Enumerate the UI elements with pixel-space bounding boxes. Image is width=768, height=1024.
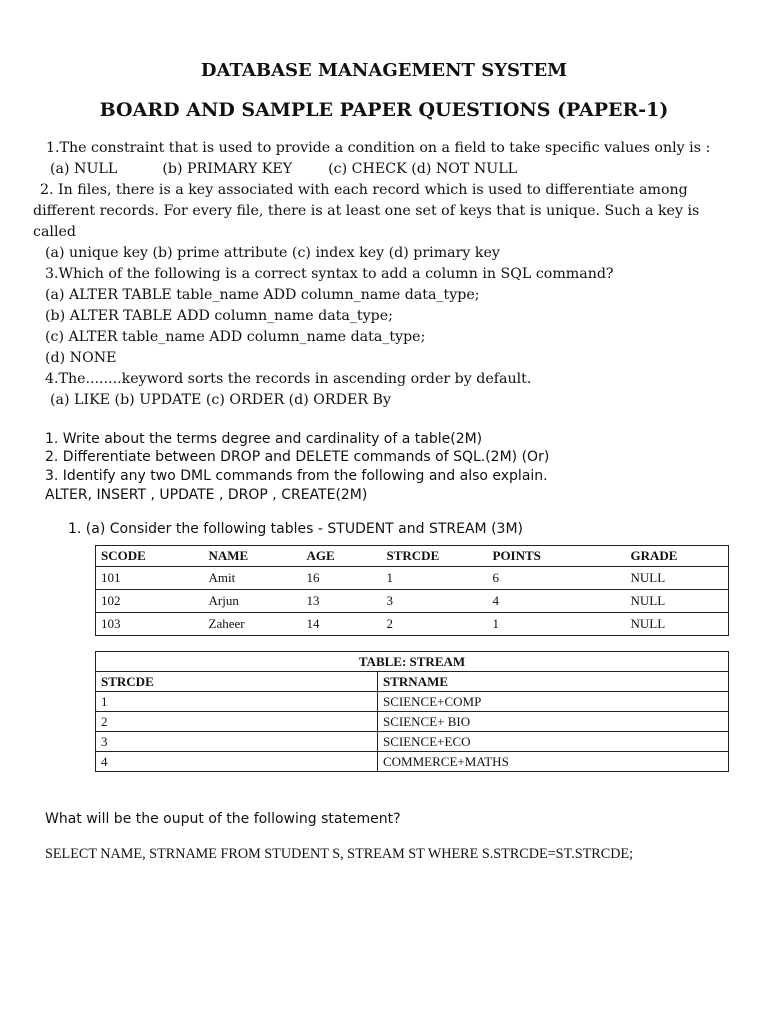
table-cell: 102 [96,590,204,613]
long-question-1: 1. (a) Consider the following tables - STUDENT and STREAM (3M) [68,521,523,537]
question-4: 4.The........keyword sorts the records in ascending order by default. [45,371,532,387]
column-header: POINTS [488,546,626,567]
table-cell: NULL [626,567,729,590]
question-2-line-1: 2. In files, there is a key associated with each record which is used to differentiate among [40,182,688,198]
short-question-3: 3. Identify any two DML commands from the following and also explain. [45,468,548,484]
table-cell: NULL [626,613,729,636]
table-row [96,752,729,772]
output-question: What will be the ouput of the following statement? [45,811,401,827]
question-3-option-d: (d) NONE [45,350,117,366]
table-cell: SCIENCE+ BIO [378,712,729,732]
column-header: AGE [302,546,382,567]
table-row [96,732,729,752]
question-2-options: (a) unique key (b) prime attribute (c) index key (d) primary key [45,245,500,261]
column-header: SCODE [96,546,204,567]
stream-table-caption-row [96,652,729,672]
table-cell: 2 [96,712,378,732]
column-header: STRCDE [96,672,378,692]
question-1-options: (a) NULL (b) PRIMARY KEY (c) CHECK (d) NOT NULL [50,161,518,177]
table-cell: COMMERCE+MATHS [378,752,729,772]
table-cell: SCIENCE+ECO [378,732,729,752]
short-question-1: 1. Write about the terms degree and cardinality of a table(2M) [45,431,483,447]
table-cell: 13 [302,590,382,613]
question-1: 1.The constraint that is used to provide a condition on a field to take specific values only is : [46,140,711,156]
table-cell: Zaheer [204,613,302,636]
table-cell: 1 [96,692,378,712]
table-row [96,590,729,613]
sql-statement: SELECT NAME, STRNAME FROM STUDENT S, STREAM ST WHERE S.STRCDE=ST.STRCDE; [45,846,634,862]
table-cell: Amit [204,567,302,590]
question-2-line-2: different records. For every file, there is at least one set of keys that is unique. Such a key is [33,203,700,219]
table-cell: 1 [382,567,488,590]
table-row [96,567,729,590]
table-row [96,712,729,732]
question-3: 3.Which of the following is a correct syntax to add a column in SQL command? [45,266,614,282]
table-cell: 4 [488,590,626,613]
stream-table-header-row [96,672,729,692]
column-header: NAME [204,546,302,567]
table-cell: 2 [382,613,488,636]
stream-table [95,651,729,772]
table-cell: 3 [382,590,488,613]
table-cell: 4 [96,752,378,772]
table-cell: SCIENCE+COMP [378,692,729,712]
table-cell: 101 [96,567,204,590]
question-2-line-3: called [33,224,76,240]
column-header: STRCDE [382,546,488,567]
table-cell: 6 [488,567,626,590]
student-table [95,545,729,636]
table-row [96,692,729,712]
question-4-options: (a) LIKE (b) UPDATE (c) ORDER (d) ORDER By [50,392,391,408]
page-subtitle: BOARD AND SAMPLE PAPER QUESTIONS (PAPER-1) [99,99,669,121]
table-row [96,613,729,636]
question-3-option-b: (b) ALTER TABLE ADD column_name data_type; [45,308,393,324]
short-question-2: 2. Differentiate between DROP and DELETE commands of SQL.(2M) (Or) [45,449,550,465]
short-question-3-options: ALTER, INSERT , UPDATE , DROP , CREATE(2M) [45,487,368,503]
table-caption: TABLE: STREAM [96,652,729,672]
column-header: GRADE [626,546,729,567]
table-cell: 103 [96,613,204,636]
table-cell: 16 [302,567,382,590]
table-cell: 3 [96,732,378,752]
column-header: STRNAME [378,672,729,692]
question-3-option-c: (c) ALTER table_name ADD column_name data_type; [45,329,426,345]
table-cell: Arjun [204,590,302,613]
question-3-option-a: (a) ALTER TABLE table_name ADD column_name data_type; [45,287,480,303]
page-title: DATABASE MANAGEMENT SYSTEM [200,60,568,81]
table-cell: NULL [626,590,729,613]
table-cell: 14 [302,613,382,636]
table-cell: 1 [488,613,626,636]
student-table-header-row [96,546,729,567]
